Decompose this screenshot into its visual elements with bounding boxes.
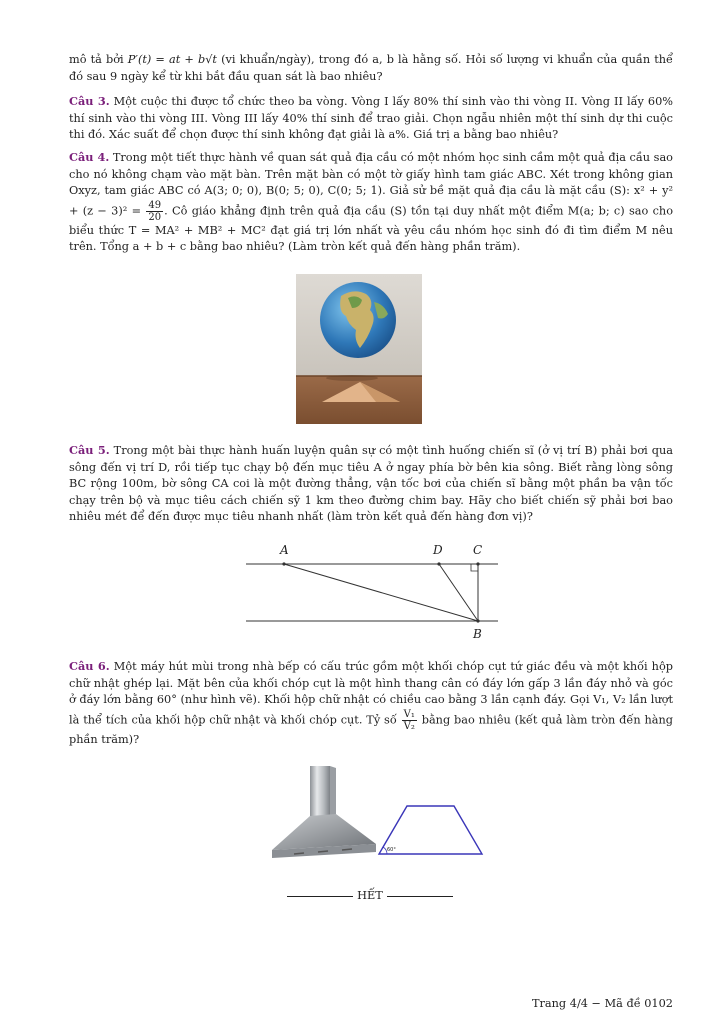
point-c-label: C [473, 543, 483, 557]
q4-fraction: $\frac{49}{20}$ [148, 199, 162, 223]
question-5-label: Câu 5. [69, 443, 110, 457]
segment-ab [284, 564, 478, 621]
globe-photo [296, 274, 422, 424]
angle-label: 60° [387, 847, 396, 853]
point-d-label: D [433, 543, 443, 557]
trapezoid-diagram [377, 802, 485, 858]
q6-fraction: $\frac{\text{V₁}}{\text{V₂}}$ [403, 708, 415, 732]
range-hood-photo [264, 764, 382, 862]
question-3: Câu 3. Một cuộc thi được tổ chức theo ba vòng. Vòng I lấy 80% thí sinh vào thi vòng II. Vòng II lấy 60% thí sinh vào thi vòng III. Vòng III lấy 40% thí sinh để trao giải. Chọn ngẫu nhiên một thí sinh dự thi cuộc thi đó. Xác suất để chọn được thí sinh không đạt giải là a%. Giá trị a bằng bao nhiêu? [69, 94, 673, 142]
intro-paragraph: mô tả bởi P′(t) = at + b√t (vi khuẩn/ngày), trong đó a, b là hằng số. Hỏi số lượng vi khuẩn của quần thể đó sau 9 ngày kể từ khi bắt đầu quan sát là bao nhiêu? [69, 53, 673, 83]
page-footer: Trang 4/4 − Mã đề 0102 [531, 997, 673, 1010]
end-rule-right [387, 896, 453, 897]
point-a-label: A [280, 543, 289, 557]
question-4-label: Câu 4. [69, 150, 110, 164]
question-5: Câu 5. Trong một bài thực hành huấn luyện quân sự có một tình huống chiến sĩ (ở vị trí B) phải bơi qua sông đến vị trí D, rồi tiếp tục chạy bộ đến mục tiêu A ở ngay phía bờ bên kia sông. Biết rằng lòng sông BC rộng 100m, bờ sông CA coi là một đường thẳng, vận tốc bơi của chiến sĩ bằng một phần ba vận tốc chạy trên bộ và mục tiêu cách chiến sỹ 1 km theo đường chim bay. Hãy cho biết chiến sỹ phải bơi bao nhiêu mét để đến được mục tiêu nhanh nhất (làm tròn kết quả đến hàng đơn vị)? [69, 443, 673, 524]
end-marker: HẾT [282, 889, 458, 902]
intro-formula: P′(t) = at + b√t [127, 53, 217, 66]
end-rule-left [287, 896, 353, 897]
segment-db [439, 564, 478, 621]
question-4: Câu 4. Trong một tiết thực hành về quan sát quả địa cầu có một nhóm học sinh cầm một quả địa cầu sao cho nó không chạm vào mặt bàn. Trên mặt bàn có một tờ giấy hình tam giác ABC. Xét trong không gian Oxyz, tam giác ABC có A(3; 0; 0), B(0; 5; 0), C(0; 5; 1). Giả sử bề mặt quả địa cầu là mặt cầu (S): x² + y² + (z − 3)² = $\frac{49}{20}$ . Cô giáo khẳng định trên quả địa cầu (S) tồn tại duy nhất một điểm M(a; b; c) sao cho biểu thức T = MA² + MB² + MC² đạt giá trị lớn nhất và yêu cầu nhóm học sinh đó đi tìm điểm M nêu trên. Tổng a + b + c bằng bao nhiêu? (Làm tròn kết quả đến hàng phần trăm). [69, 150, 673, 254]
river-diagram [244, 538, 500, 644]
question-3-label: Câu 3. [69, 94, 110, 108]
point-b-label: B [473, 627, 482, 641]
question-6-label: Câu 6. [69, 659, 110, 673]
question-6: Câu 6. Một máy hút mùi trong nhà bếp có cấu trúc gồm một khối chóp cụt tứ giác đều và một khối hộp chữ nhật ghép lại. Mặt bên của khối chóp cụt là một hình thang cân có đáy lớn gấp 3 lần đáy nhỏ và góc ở đáy lớn bằng 60° (như hình vẽ). Khối hộp chữ nhật có chiều cao bằng 3 lần cạnh đáy. Gọi V₁, V₂ lần lượt là thể tích của khối hộp chữ nhật và khối chóp cụt. Tỷ số $\frac{\text{V₁}}{\text{V₂}}$ bằng bao nhiêu (kết quả làm tròn đến hàng phần trăm)? [69, 659, 673, 746]
